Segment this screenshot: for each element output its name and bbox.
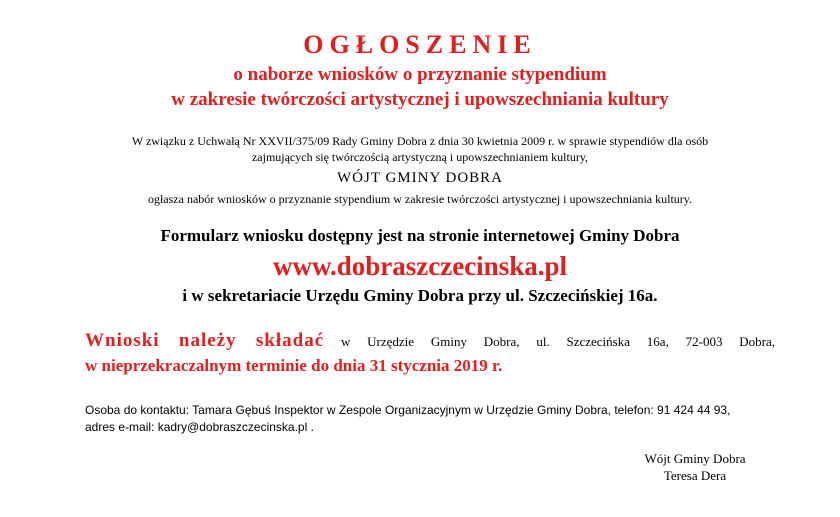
office-address-text: i w sekretariacie Urzędu Gminy Dobra przy ul. Szczecińskiej 16a. [182,286,658,305]
submission-deadline: w nieprzekraczalnym terminie do dnia 31 stycznia 2019 r. [85,356,503,375]
subtitle-line-2: w zakresie twórczości artystycznej i upowszechniania kultury [171,89,669,110]
submission-paragraph [85,329,775,354]
document-title: OGŁOSZENIE [303,30,537,59]
subtitle-line-1: o naborze wniosków o przyznanie stypendium [233,64,607,85]
contact-email-line: adres e-mail: kadry@dobraszczecinska.pl . [85,420,314,434]
contact-line-1: Osoba do kontaktu: Tamara Gębuś Inspektor w Zespole Organizacyjnym w Urzędzie Gminy Dobra, telefon: 91 424 44 93, [85,403,731,417]
signature-title: Wójt Gminy Dobra [644,451,746,466]
contact-info [85,402,780,436]
intro-paragraph [0,133,840,165]
intro-line-2: zajmujących się twórczością artystyczną i upowszechnianiem kultury, [251,150,589,164]
signature-name: Teresa Dera [663,468,727,483]
submission-lead: Wnioski należy składać [85,330,325,351]
announce-text: ogłasza nabór wniosków o przyznanie stypendium w zakresie twórczości artystycznej i upowszechniania kultury. [147,192,693,206]
website-link[interactable]: www.dobraszczecinska.pl [272,251,567,281]
submission-place: w Urzędzie Gminy Dobra, ul. Szczecińska 16a, 72-003 Dobra, [324,334,775,349]
mayor-heading: WÓJT GMINY DOBRA [337,170,503,186]
form-availability-text: Formularz wniosku dostępny jest na stronie internetowej Gminy Dobra [160,226,680,245]
intro-line-1: W związku z Uchwałą Nr XXVII/375/09 Rady Gminy Dobra z dnia 30 kwietnia 2009 r. w sprawie stypendiów dla osób [131,134,709,148]
